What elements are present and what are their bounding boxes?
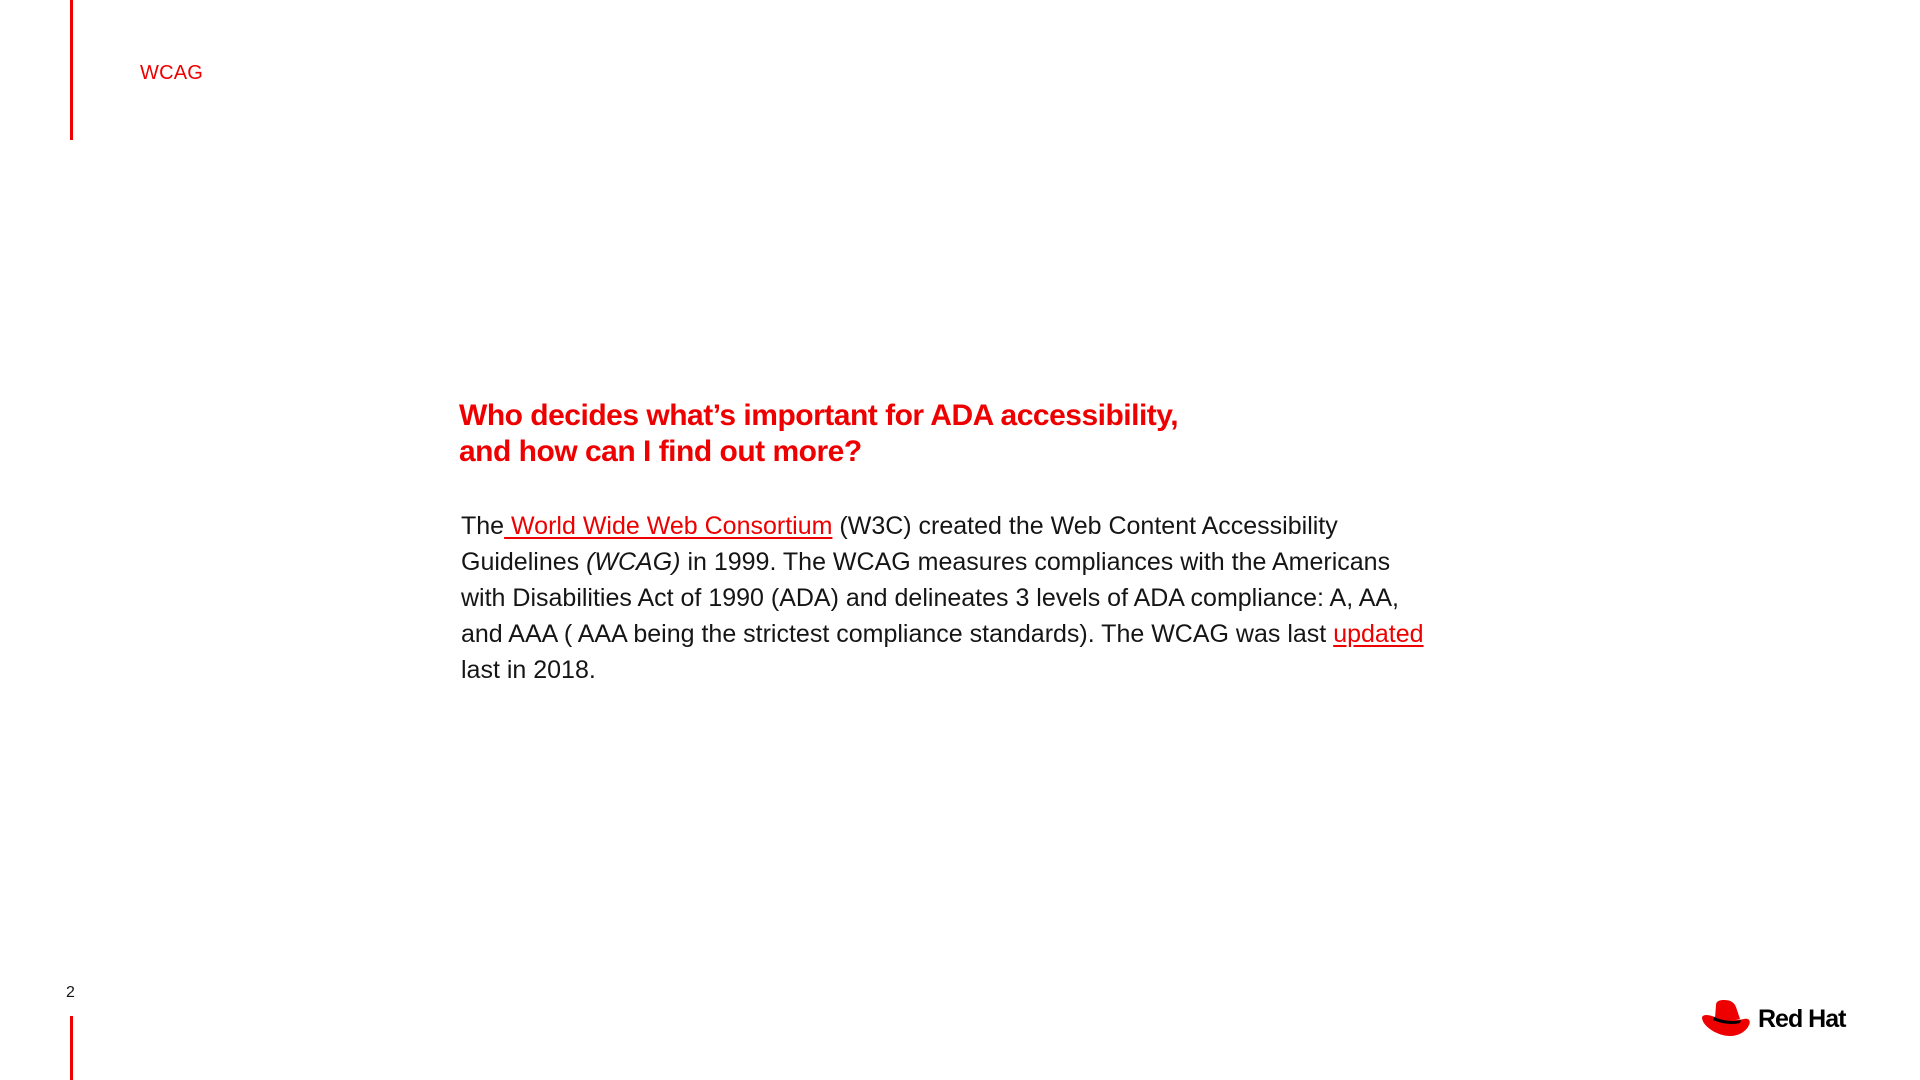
paragraph-text-4: in 1999. The WCAG measures compliances with the Americans with Disabilities Act of 1990 (ADA) and delineates 3 levels of ADA compliance: A, AA, and AAA ( AAA being the strictest compliance standards). The WCAG was last: [461, 548, 1400, 648]
paragraph-text-italic: (WCAG): [586, 548, 681, 576]
page-number: 2: [66, 984, 75, 1001]
logo-text: Red Hat: [1758, 1004, 1846, 1033]
section-label: WCAG: [140, 62, 204, 84]
paragraph-text-2: (W3C) created the Web Content Accessibility Guidelines: [461, 512, 1338, 576]
paragraph-text-1: The: [461, 512, 505, 540]
body-paragraph: [461, 508, 1426, 688]
top-accent-bar: [70, 0, 73, 140]
heading-line-1: Who decides what’s important for ADA accessibility,: [459, 399, 1179, 432]
w3c-link[interactable]: World Wide Web Consortium: [504, 512, 833, 540]
updated-link[interactable]: updated: [1333, 620, 1424, 648]
red-hat-logo: [1700, 998, 1860, 1040]
bottom-accent-bar: [70, 1016, 73, 1080]
slide-heading: [459, 398, 1439, 470]
red-hat-fedora-icon: [1700, 999, 1752, 1039]
heading-line-2: and how can I find out more?: [459, 435, 862, 468]
paragraph-text-5: last in 2018.: [461, 656, 596, 684]
slide-content: [459, 398, 1439, 688]
